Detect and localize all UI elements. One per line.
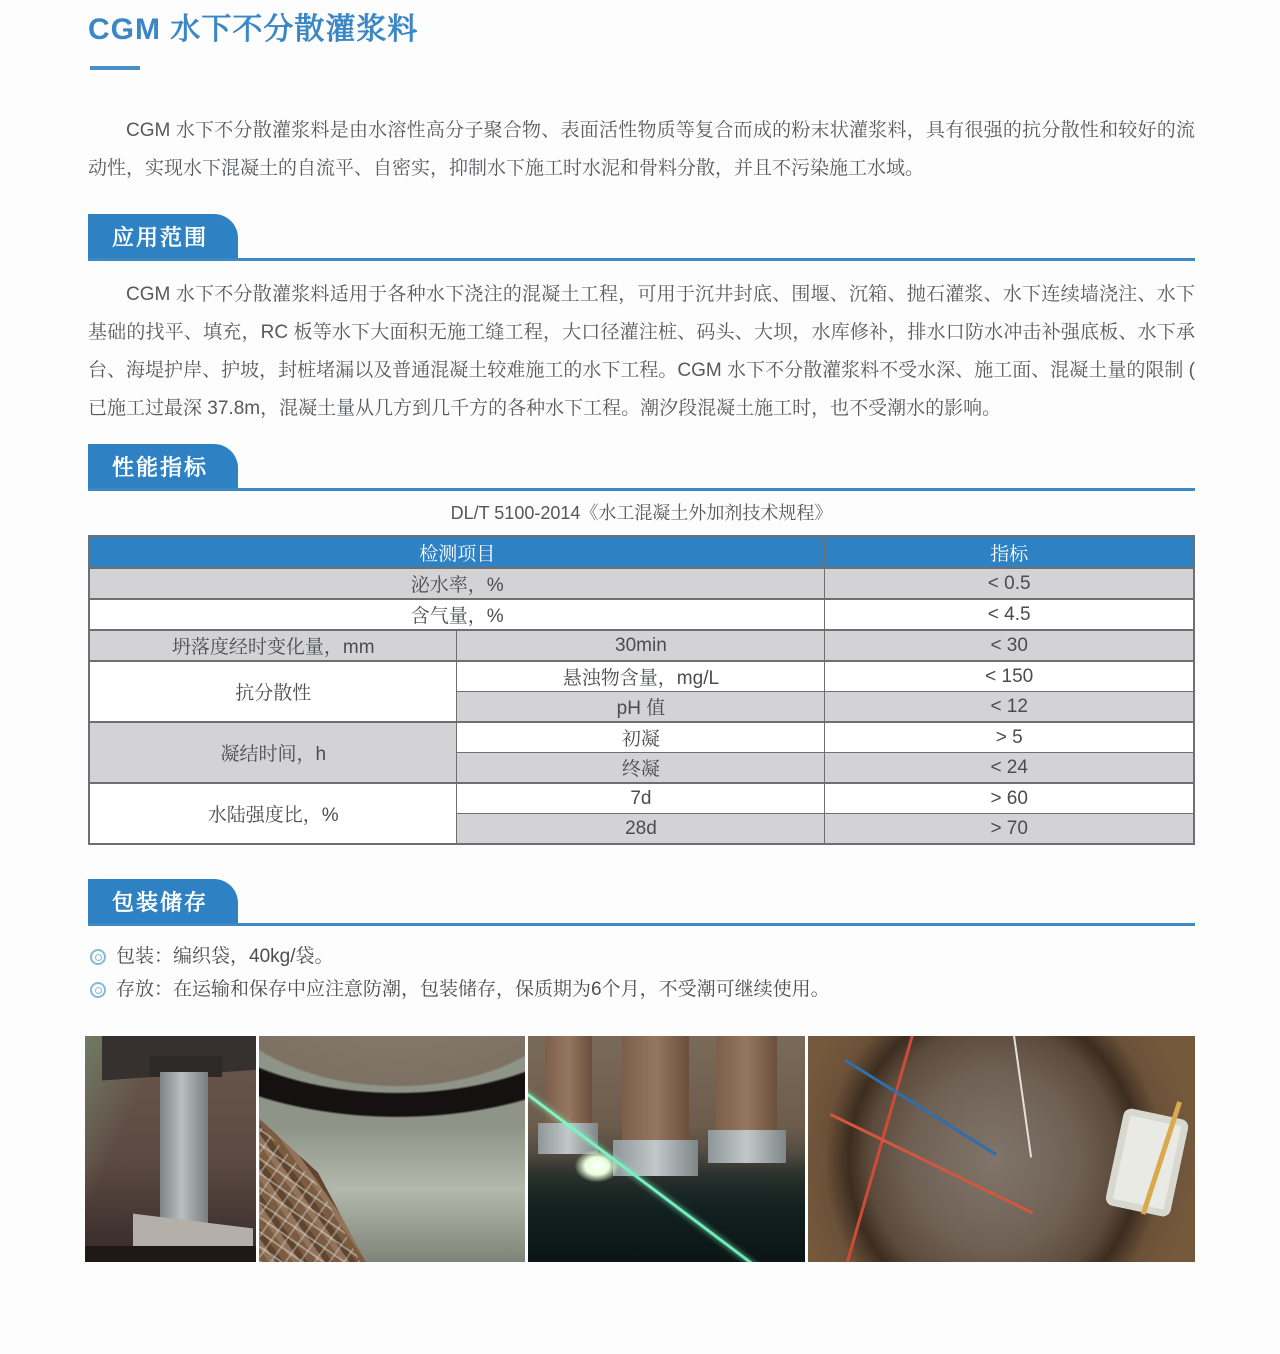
column-header-index: 指标 — [825, 536, 1194, 568]
cell-value: < 24 — [825, 753, 1194, 784]
table-header-row — [89, 536, 1194, 568]
photo-pier-column-under-structure — [85, 1036, 256, 1262]
table-row — [89, 661, 1194, 692]
cell-item: 坍落度经时变化量，mm — [89, 630, 457, 661]
cell-value: < 150 — [825, 661, 1194, 692]
table-row — [89, 722, 1194, 753]
section-performance-header — [88, 444, 1195, 491]
table-row — [89, 599, 1194, 630]
cell-sub: 7d — [457, 783, 825, 814]
section-packaging-header — [88, 879, 1195, 926]
photo-detail — [830, 1113, 1033, 1214]
section-packaging-badge: 包装储存 — [88, 879, 238, 923]
packaging-bullets — [88, 940, 1195, 1006]
section-performance-badge: 性能指标 — [88, 444, 238, 488]
cell-group: 抗分散性 — [89, 661, 457, 722]
cell-group: 水陆强度比，% — [89, 783, 457, 844]
title-underline — [90, 66, 140, 70]
cell-sub: 28d — [457, 814, 825, 845]
cell-value: < 4.5 — [825, 599, 1194, 630]
section-application-header — [88, 214, 1195, 261]
column-header-item: 检测项目 — [89, 536, 825, 568]
section-application-badge: 应用范围 — [88, 214, 238, 258]
cell-item: 泌水率，% — [89, 568, 825, 599]
photo-detail — [622, 1036, 688, 1176]
photo-underwater-piers-with-laser — [528, 1036, 804, 1262]
photo-detail — [567, 1144, 627, 1188]
photo-caisson-pit-grouting — [808, 1036, 1195, 1262]
list-item — [88, 940, 1195, 973]
performance-table — [88, 535, 1195, 845]
cell-value: < 0.5 — [825, 568, 1194, 599]
cell-sub: 初凝 — [457, 722, 825, 753]
cell-sub: 30min — [457, 630, 825, 661]
application-paragraph: CGM 水下不分散灌浆料适用于各种水下浇注的混凝土工程，可用于沉井封底、围堰、沉箱、抛石灌浆、水下连续墙浇注、水下基础的找平、填充，RC 板等水下大面积无施工缝工程，大口径灌注桩、码头、大坝，水库修补，排水口防水冲击补强底板、水下承台、海堤护岸、护坡，封桩堵漏以及普通混凝土较难施工的水下工程。CGM 水下不分散灌浆料不受水深、施工面、混凝土量的限制 ( 已施工过最深 37.8m，混凝土量从几方到几千方的各种水下工程。潮汐段混凝土施工时，也不受潮水的影响。 — [88, 284, 1195, 419]
cell-value: > 70 — [825, 814, 1194, 845]
photo-concrete-pier-closeup — [259, 1036, 525, 1262]
photo-detail — [845, 1059, 998, 1156]
cell-value: > 60 — [825, 783, 1194, 814]
standard-caption: DL/T 5100-2014《水工混凝土外加剂技术规程》 — [450, 503, 833, 523]
photo-detail — [85, 1246, 256, 1262]
list-item — [88, 973, 1195, 1006]
cell-sub: 终凝 — [457, 753, 825, 784]
cell-value: < 30 — [825, 630, 1194, 661]
cell-group: 凝结时间，h — [89, 722, 457, 783]
photo-strip — [85, 1036, 1195, 1262]
table-row — [89, 783, 1194, 814]
photo-detail — [1012, 1036, 1032, 1158]
bullet-text: 包装：编织袋，40kg/袋。 — [116, 946, 334, 967]
intro-paragraph: CGM 水下不分散灌浆料是由水溶性高分子聚合物、表面活性物质等复合而成的粉末状灌浆料，具有很强的抗分散性和较好的流动性，实现水下混凝土的自流平、自密实，抑制水下施工时水泥和骨料分散，并且不污染施工水域。 — [88, 120, 1195, 179]
cell-sub: pH 值 — [457, 692, 825, 723]
page-title: CGM 水下不分散灌浆料 — [88, 13, 419, 46]
bullseye-bullet-icon — [90, 949, 106, 965]
cell-item: 含气量，% — [89, 599, 825, 630]
table-row — [89, 630, 1194, 661]
cell-value: < 12 — [825, 692, 1194, 723]
cell-value: > 5 — [825, 722, 1194, 753]
page — [0, 10, 1280, 1262]
table-row — [89, 568, 1194, 599]
bullet-text: 存放：在运输和保存中应注意防潮，包装储存，保质期为6个月，不受潮可继续使用。 — [116, 979, 830, 1000]
cell-sub: 悬浊物含量，mg/L — [457, 661, 825, 692]
bullseye-bullet-icon — [90, 982, 106, 998]
photo-detail — [716, 1036, 777, 1163]
